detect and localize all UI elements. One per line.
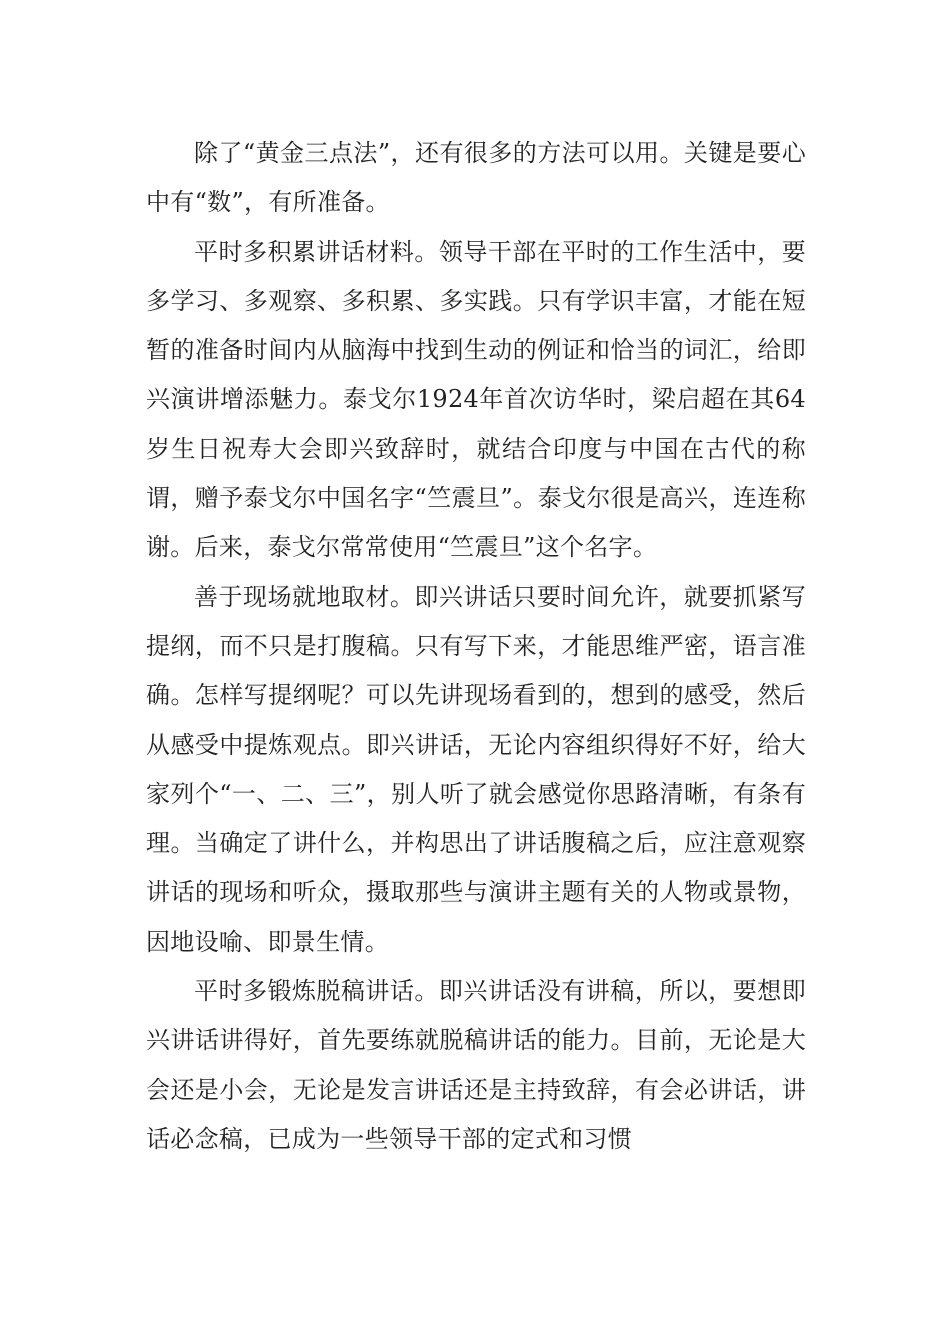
paragraph-onsite-material: 善于现场就地取材。即兴讲话只要时间允许，就要抓紧写提纲，而不只是打腹稿。只有写下来，才能思维严密，语言准确。怎样写提纲呢？可以先讲现场看到的，想到的感受，然后从感受中提炼观点。即兴讲话，无论内容组织得好不好，给大家列个“一、二、三”，别人听了就会感觉你思路清晰，有条有理。当确定了讲什么，并构思出了讲话腹稿之后，应注意观察讲话的现场和听众，摄取那些与演讲主题有关的人物或景物，因地设喻、即景生情。 bbox=[146, 582, 806, 956]
paragraph-accumulate-material: 平时多积累讲话材料。领导干部在平时的工作生活中，要多学习、多观察、多积累、多实践。只有学识丰富，才能在短暂的准备时间内从脑海中找到生动的例证和恰当的词汇，给即兴演讲增添魅力。泰戈尔1924年首次访华时，梁启超在其64岁生日祝寿大会即兴致辞时，就结合印度与中国在古代的称谓，赠予泰戈尔中国名字“竺震旦”。泰戈尔很是高兴，连连称谢。后来，泰戈尔常常使用“竺震旦”这个名字。 bbox=[146, 237, 806, 562]
paragraph-golden-three-points: 除了“黄金三点法”，还有很多的方法可以用。关键是要心中有“数”，有所准备。 bbox=[146, 139, 806, 217]
document-body bbox=[146, 129, 806, 1164]
paragraph-practice-without-script: 平时多锻炼脱稿讲话。即兴讲话没有讲稿，所以，要想即兴讲话讲得好，首先要练就脱稿讲话的能力。目前，无论是大会还是小会，无论是发言讲话还是主持致辞，有会必讲话，讲话必念稿，已成为一些领导干部的定式和习惯 bbox=[146, 977, 806, 1153]
